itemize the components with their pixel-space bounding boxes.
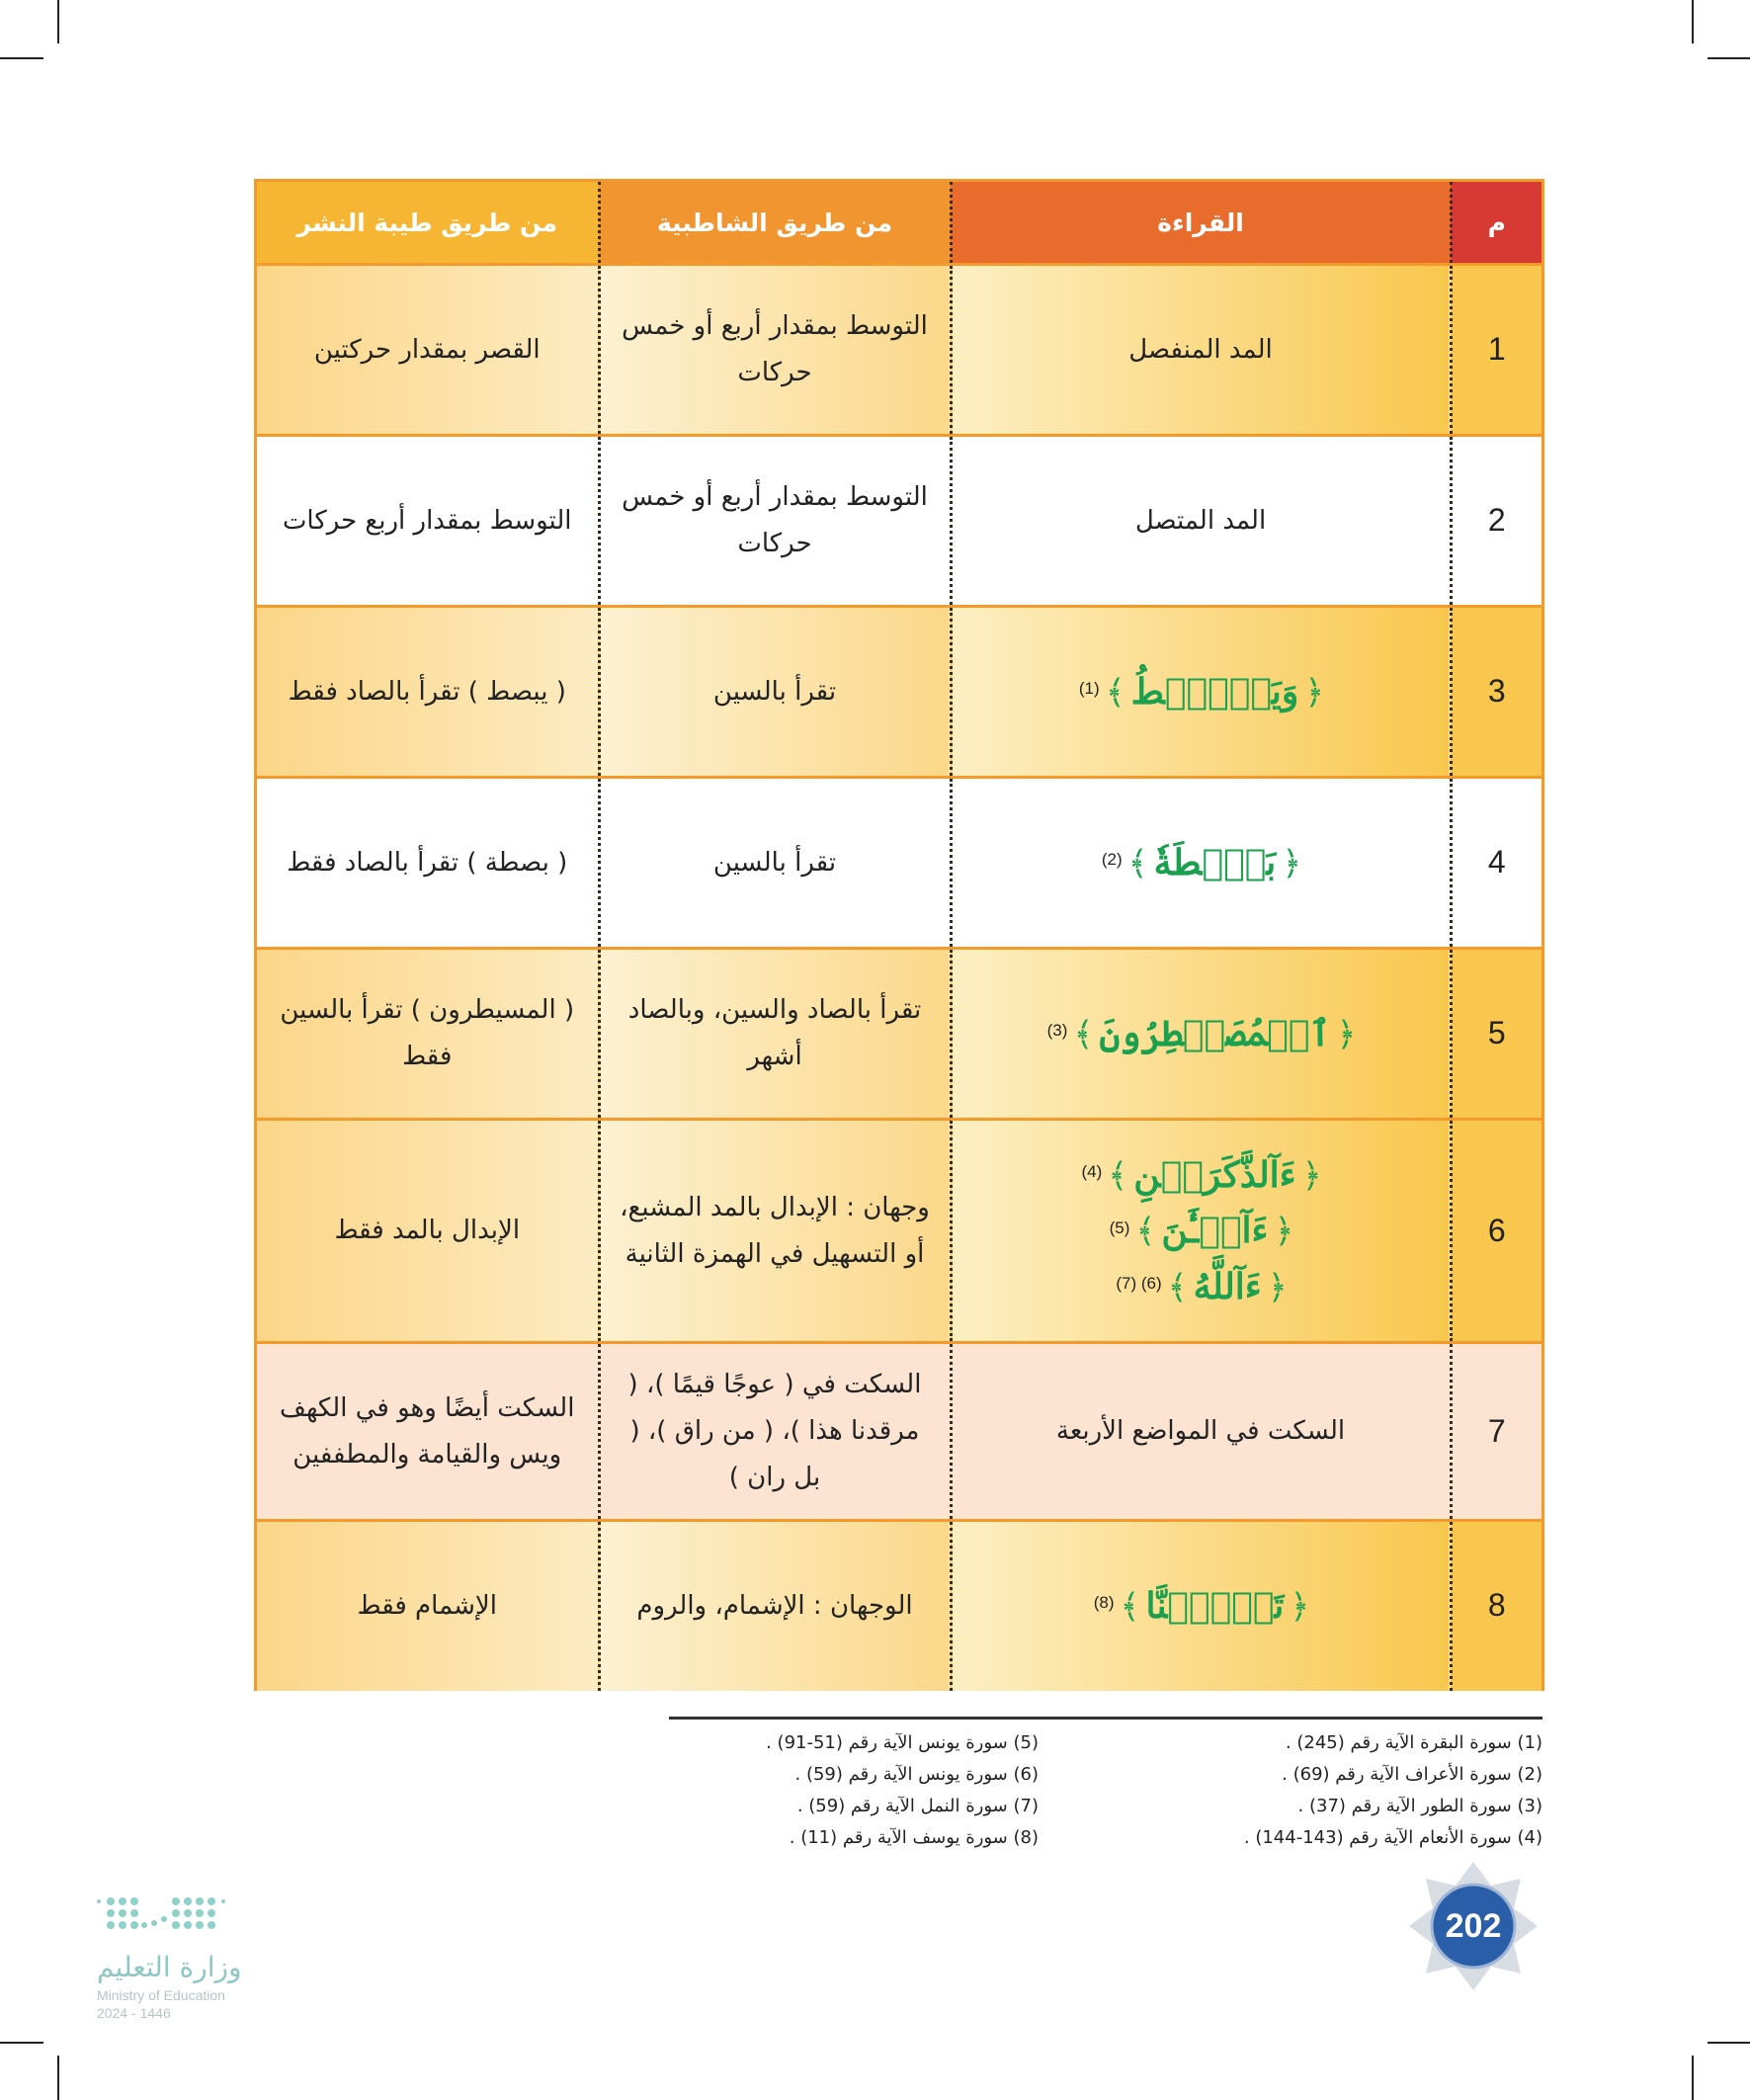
ministry-logo (97, 1893, 294, 2021)
verse-bracket-close: ﴾ (1073, 1014, 1094, 1054)
crop-mark (0, 2042, 43, 2044)
row-number: 5 (1451, 949, 1542, 1120)
header-shatibiya: من طريق الشاطبية (599, 182, 951, 265)
verse-text: ءَآلۡـَٰٔنَ (1161, 1210, 1269, 1252)
crop-mark (1708, 57, 1750, 59)
verse-text: بَصۜۡطَةٗ (1153, 841, 1277, 883)
footnote: (3) سورة الطور الآية رقم (37) . (1297, 1796, 1542, 1816)
verse-line (966, 1259, 1436, 1315)
shatibiya-cell: التوسط بمقدار أربع أو خمس حركات (599, 436, 951, 607)
table-row (257, 1521, 1542, 1691)
shatibiya-cell: تقرأ بالسين (599, 607, 951, 778)
header-number: م (1451, 182, 1542, 265)
reading-cell (951, 607, 1451, 778)
edition-year: 2024 - 1446 (97, 2005, 171, 2021)
crop-mark (0, 57, 43, 59)
verse-line (966, 1147, 1436, 1204)
crop-mark (1692, 2056, 1694, 2100)
nashr-cell: الإبدال بالمد فقط (257, 1120, 599, 1343)
verse-bracket-open: ﴿ (1267, 1267, 1288, 1307)
footnote: (1) سورة البقرة الآية رقم (245) . (1285, 1732, 1542, 1753)
footnote-divider (669, 1717, 1542, 1720)
verse-text: تَأۡمَ۫نَّا (1145, 1584, 1285, 1627)
verse-text: وَيَبۡصُۜطُ (1130, 670, 1299, 713)
footnotes-right (1244, 1727, 1542, 1854)
row-number: 7 (1451, 1343, 1542, 1521)
ministry-name-en: Ministry of Education (97, 1987, 225, 2003)
footnote: (4) سورة الأنعام الآية رقم (143-144) . (1243, 1827, 1542, 1848)
nashr-cell: ( يبصط ) تقرأ بالصاد فقط (257, 607, 599, 778)
reading-cell: المد المنفصل (951, 265, 1451, 436)
reading-cell (951, 1120, 1451, 1343)
shatibiya-cell: التوسط بمقدار أربع أو خمس حركات (599, 265, 951, 436)
verse-bracket-close: ﴾ (1105, 672, 1125, 713)
page-number-badge (1407, 1860, 1540, 1992)
footnote: (6) سورة يونس الآية رقم (59) . (794, 1764, 1039, 1785)
reading-cell: المد المتصل (951, 436, 1451, 607)
crop-mark (1692, 0, 1694, 43)
shatibiya-cell: السكت في ( عوجًا قيمًا )، ( مرقدنا هذا )، ( من راق )، ( بل ران ) (599, 1343, 951, 1521)
verse-line (966, 1203, 1436, 1259)
footnote-ref: (2) (1101, 849, 1123, 869)
reading-cell (951, 949, 1451, 1120)
row-number: 8 (1451, 1521, 1542, 1691)
header-reading: القراءة (951, 182, 1451, 265)
shatibiya-cell: تقرأ بالسين (599, 778, 951, 949)
verse-text: ٱلۡمُصَيۡطِرُونَ (1099, 1012, 1331, 1054)
verse-bracket-open: ﴿ (1301, 1155, 1322, 1196)
shatibiya-cell: تقرأ بالصاد والسين، وبالصاد أشهر (599, 949, 951, 1120)
table-row (257, 1120, 1542, 1343)
shatibiya-cell: وجهان : الإبدال بالمد المشبع، أو التسهيل في الهمزة الثانية (599, 1120, 951, 1343)
table-row (257, 436, 1542, 607)
reading-cell: السكت في المواضع الأربعة (951, 1343, 1451, 1521)
crop-mark (57, 0, 59, 43)
footnote-ref: (8) (1093, 1593, 1115, 1613)
nashr-cell: التوسط بمقدار أربع حركات (257, 436, 599, 607)
crop-mark (57, 2056, 59, 2100)
row-number: 2 (1451, 436, 1542, 607)
verse-text: ءَآلذَّكَرَيۡنِ (1133, 1153, 1296, 1196)
verse-bracket-open: ﴿ (1304, 672, 1325, 713)
table-row (257, 949, 1542, 1120)
reading-cell (951, 1521, 1451, 1691)
verse-text: ءَآللَّهُ (1193, 1265, 1262, 1307)
ministry-name-ar: وزارة التعليم (97, 1951, 242, 1983)
footnote: (5) سورة يونس الآية رقم (51-91) . (766, 1732, 1039, 1753)
verse-bracket-close: ﴾ (1108, 1155, 1128, 1196)
nashr-cell: السكت أيضًا وهو في الكهف ويس والقيامة والمطففين (257, 1343, 599, 1521)
footnote-ref: (4) (1081, 1161, 1103, 1181)
footnote: (7) سورة النمل الآية رقم (59) . (796, 1796, 1039, 1816)
verse-bracket-open: ﴿ (1282, 843, 1302, 883)
nashr-cell: القصر بمقدار حركتين (257, 265, 599, 436)
nashr-cell: الإشمام فقط (257, 1521, 599, 1691)
crop-mark (1708, 2042, 1750, 2044)
verse-bracket-open: ﴿ (1290, 1586, 1310, 1627)
row-number: 3 (1451, 607, 1542, 778)
footnote: (8) سورة يوسف الآية رقم (11) . (789, 1827, 1039, 1848)
verse-bracket-close: ﴾ (1135, 1212, 1156, 1252)
header-nashr: من طريق طيبة النشر (257, 182, 599, 265)
nashr-cell: ( المسيطرون ) تقرأ بالسين فقط (257, 949, 599, 1120)
row-number: 6 (1451, 1120, 1542, 1343)
verse-bracket-close: ﴾ (1120, 1586, 1140, 1627)
table-row (257, 778, 1542, 949)
row-number: 1 (1451, 265, 1542, 436)
ministry-dots-icon (97, 1893, 225, 1939)
shatibiya-cell: الوجهان : الإشمام، والروم (599, 1521, 951, 1691)
footnote-ref: (6) (7) (1116, 1274, 1162, 1294)
footnote-ref: (3) (1046, 1020, 1068, 1040)
reading-cell (951, 778, 1451, 949)
readings-table (254, 179, 1544, 1691)
footnote: (2) سورة الأعراف الآية رقم (69) . (1282, 1764, 1542, 1785)
footnote-ref: (1) (1078, 678, 1100, 698)
table-header-row (257, 182, 1542, 265)
page-number: 202 (1445, 1906, 1502, 1945)
footnote-ref: (5) (1109, 1218, 1130, 1237)
verse-bracket-open: ﴿ (1274, 1212, 1294, 1252)
verse-bracket-close: ﴾ (1167, 1267, 1188, 1307)
row-number: 4 (1451, 778, 1542, 949)
table-row (257, 1343, 1542, 1521)
table-row (257, 607, 1542, 778)
verse-bracket-close: ﴾ (1127, 843, 1148, 883)
footnotes-left (766, 1727, 1039, 1854)
nashr-cell: ( بصطة ) تقرأ بالصاد فقط (257, 778, 599, 949)
table-row (257, 265, 1542, 436)
verse-bracket-open: ﴿ (1336, 1014, 1357, 1054)
